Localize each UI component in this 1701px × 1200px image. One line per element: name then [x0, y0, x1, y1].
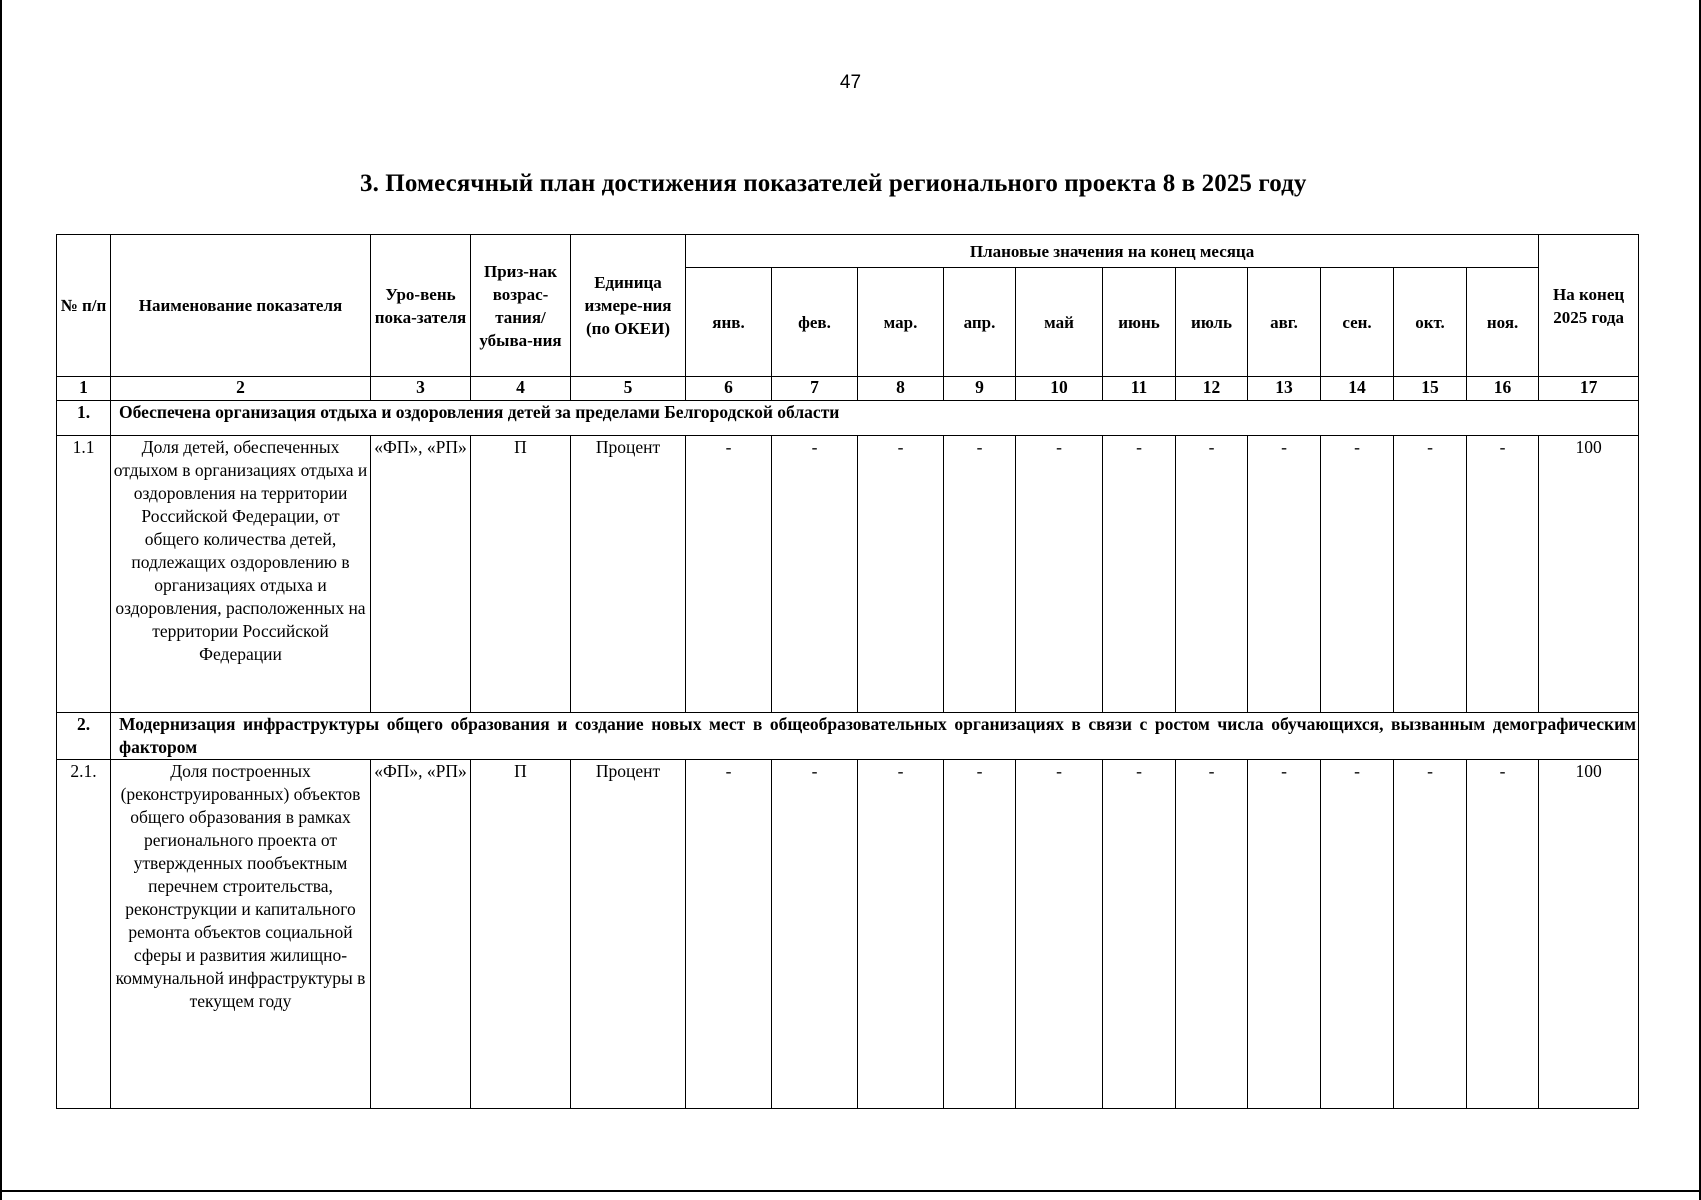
- header-month: окт.: [1394, 268, 1467, 377]
- monthly-plan-table: [56, 234, 1639, 1109]
- column-number: 13: [1248, 377, 1321, 401]
- header-level: Уро-вень пока-зателя: [371, 235, 471, 377]
- month-value: -: [1248, 436, 1321, 713]
- indicator-sign: П: [471, 436, 571, 713]
- column-number: 17: [1539, 377, 1639, 401]
- month-value: -: [944, 760, 1016, 1109]
- month-value: -: [1176, 436, 1248, 713]
- column-number: 16: [1467, 377, 1539, 401]
- header-month: ноя.: [1467, 268, 1539, 377]
- section-number: 1.: [57, 401, 111, 436]
- column-number: 12: [1176, 377, 1248, 401]
- month-value: -: [1394, 436, 1467, 713]
- indicator-sign: П: [471, 760, 571, 1109]
- header-sign: Приз-нак возрас-тания/ убыва-ния: [471, 235, 571, 377]
- header-month: июнь: [1103, 268, 1176, 377]
- section-row-1: [57, 401, 1639, 436]
- column-number: 15: [1394, 377, 1467, 401]
- header-name: Наименование показателя: [111, 235, 371, 377]
- indicator-unit: Процент: [571, 760, 686, 1109]
- header-month: май: [1016, 268, 1103, 377]
- month-value: -: [1016, 436, 1103, 713]
- column-number: 7: [772, 377, 858, 401]
- column-number-row: [57, 377, 1639, 401]
- section-number: 2.: [57, 713, 111, 760]
- header-end: На конец 2025 года: [1539, 235, 1639, 377]
- month-value: -: [1321, 436, 1394, 713]
- header-month: апр.: [944, 268, 1016, 377]
- column-number: 5: [571, 377, 686, 401]
- month-value: -: [1467, 436, 1539, 713]
- header-unit: Единица измере-ния (по ОКЕИ): [571, 235, 686, 377]
- indicator-unit: Процент: [571, 436, 686, 713]
- column-number: 3: [371, 377, 471, 401]
- month-value: -: [1467, 760, 1539, 1109]
- section-title: Модернизация инфраструктуры общего образования и создание новых мест в общеобразовательных организациях в связи с ростом числа обучающихся, вызванным демографическим фактором: [111, 713, 1639, 760]
- header-num: № п/п: [57, 235, 111, 377]
- month-value: -: [1103, 760, 1176, 1109]
- year-end-value: 100: [1539, 436, 1639, 713]
- header-month: мар.: [858, 268, 944, 377]
- month-value: -: [686, 436, 772, 713]
- month-value: -: [944, 436, 1016, 713]
- month-value: -: [686, 760, 772, 1109]
- page-number: 47: [839, 72, 862, 93]
- column-number: 10: [1016, 377, 1103, 401]
- column-number: 8: [858, 377, 944, 401]
- header-month: сен.: [1321, 268, 1394, 377]
- column-number: 1: [57, 377, 111, 401]
- column-number: 9: [944, 377, 1016, 401]
- month-value: -: [1394, 760, 1467, 1109]
- table-row: [57, 760, 1639, 1109]
- scan-bottom-edge: [0, 1190, 1701, 1192]
- header-month: фев.: [772, 268, 858, 377]
- scan-left-edge: [0, 0, 2, 1200]
- header-month: янв.: [686, 268, 772, 377]
- column-number: 2: [111, 377, 371, 401]
- document-title: 3. Помесячный план достижения показателей регионального проекта 8 в 2025 году: [360, 170, 1307, 197]
- indicator-level: «ФП», «РП»: [371, 760, 471, 1109]
- month-value: -: [1103, 436, 1176, 713]
- year-end-value: 100: [1539, 760, 1639, 1109]
- month-value: -: [858, 436, 944, 713]
- section-row-2: [57, 713, 1639, 760]
- column-number: 14: [1321, 377, 1394, 401]
- month-value: -: [1248, 760, 1321, 1109]
- row-number: 2.1.: [57, 760, 111, 1109]
- month-value: -: [772, 436, 858, 713]
- table-row: [57, 436, 1639, 713]
- indicator-name: Доля детей, обеспеченных отдыхом в организациях отдыха и оздоровления на территории Российской Федерации, от общего количества детей, подлежащих оздоровлению в организациях отдыха и оздоровления, расположенных на территории Российской Федерации: [111, 436, 371, 713]
- section-title: Обеспечена организация отдыха и оздоровления детей за пределами Белгородской области: [111, 401, 1639, 436]
- indicator-name: Доля построенных (реконструированных) объектов общего образования в рамках регионального проекта от утвержденных пообъектным перечнем строительства, реконструкции и капитального ремонта объектов социальной сферы и развития жилищно-коммунальной инфраструктуры в текущем году: [111, 760, 371, 1109]
- month-value: -: [1176, 760, 1248, 1109]
- row-number: 1.1: [57, 436, 111, 713]
- month-value: -: [1016, 760, 1103, 1109]
- month-value: -: [1321, 760, 1394, 1109]
- indicator-level: «ФП», «РП»: [371, 436, 471, 713]
- header-month: авг.: [1248, 268, 1321, 377]
- column-number: 4: [471, 377, 571, 401]
- header-month: июль: [1176, 268, 1248, 377]
- month-value: -: [858, 760, 944, 1109]
- column-number: 11: [1103, 377, 1176, 401]
- month-value: -: [772, 760, 858, 1109]
- column-number: 6: [686, 377, 772, 401]
- header-plan-group: Плановые значения на конец месяца: [686, 235, 1539, 268]
